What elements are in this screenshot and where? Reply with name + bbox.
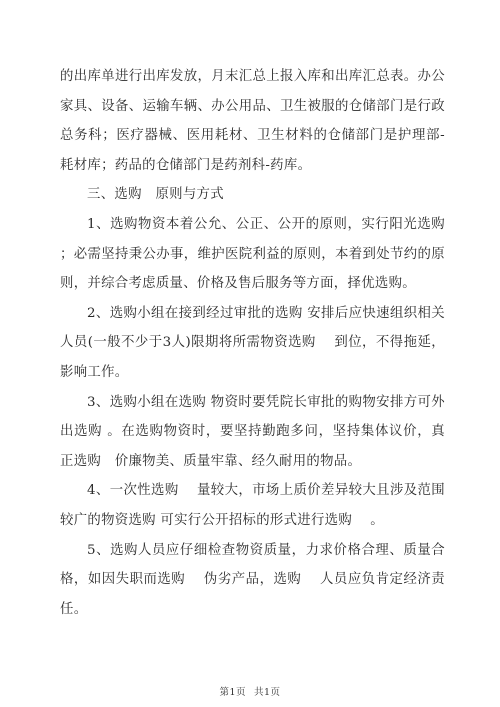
paragraph-rule-5: 5、选购人员应仔细检查物资质量，力求价格合理、质量合格，如因失职而选购 伪劣产品，选购 人员应负肯定经济责任。	[60, 542, 445, 617]
page-number: 第1页	[219, 687, 246, 698]
paragraph-rule-2: 2、选购小组在接到经过审批的选购 安排后应快速组织相关人员(一般不少于3人)限期将所需物资选购 到位，不得拖延，影响工作。	[60, 305, 445, 380]
page-total: 共1页	[254, 687, 281, 698]
paragraph-rule-1: 1、选购物资本着公允、公正、公开的原则，实行阳光选购 ；必需坚持秉公办事，维护医院利益的原则，本着到处节约的原则，并综合考虑质量、价格及售后服务等方面，择优选购。	[60, 216, 445, 292]
document-body	[60, 62, 445, 624]
section-heading-procurement-principles: 三、选购 原则与方式	[87, 187, 224, 203]
paragraph-rule-3: 3、选购小组在选购 物资时要凭院长审批的购物安排方可外出选购 。在选购物资时，要坚持勤跑多问，坚持集体议价，真正选购 价廉物美、质量牢靠、经久耐用的物品。	[60, 394, 445, 469]
paragraph-storage-departments: 的出库单进行出库发放，月末汇总上报入库和出库汇总表。办公家具、设备、运输车辆、办公用品、卫生被服的仓储部门是行政总务科；医疗器械、医用耗材、卫生材料的仓储部门是护理部-耗材库；药品的仓储部门是药剂科-药库。	[60, 69, 445, 173]
paragraph-rule-4: 4、一次性选购 量较大，市场上质价差异较大且涉及范围较广的物资选购 可实行公开招标的形式进行选购 。	[60, 483, 445, 528]
page-footer	[0, 684, 500, 698]
